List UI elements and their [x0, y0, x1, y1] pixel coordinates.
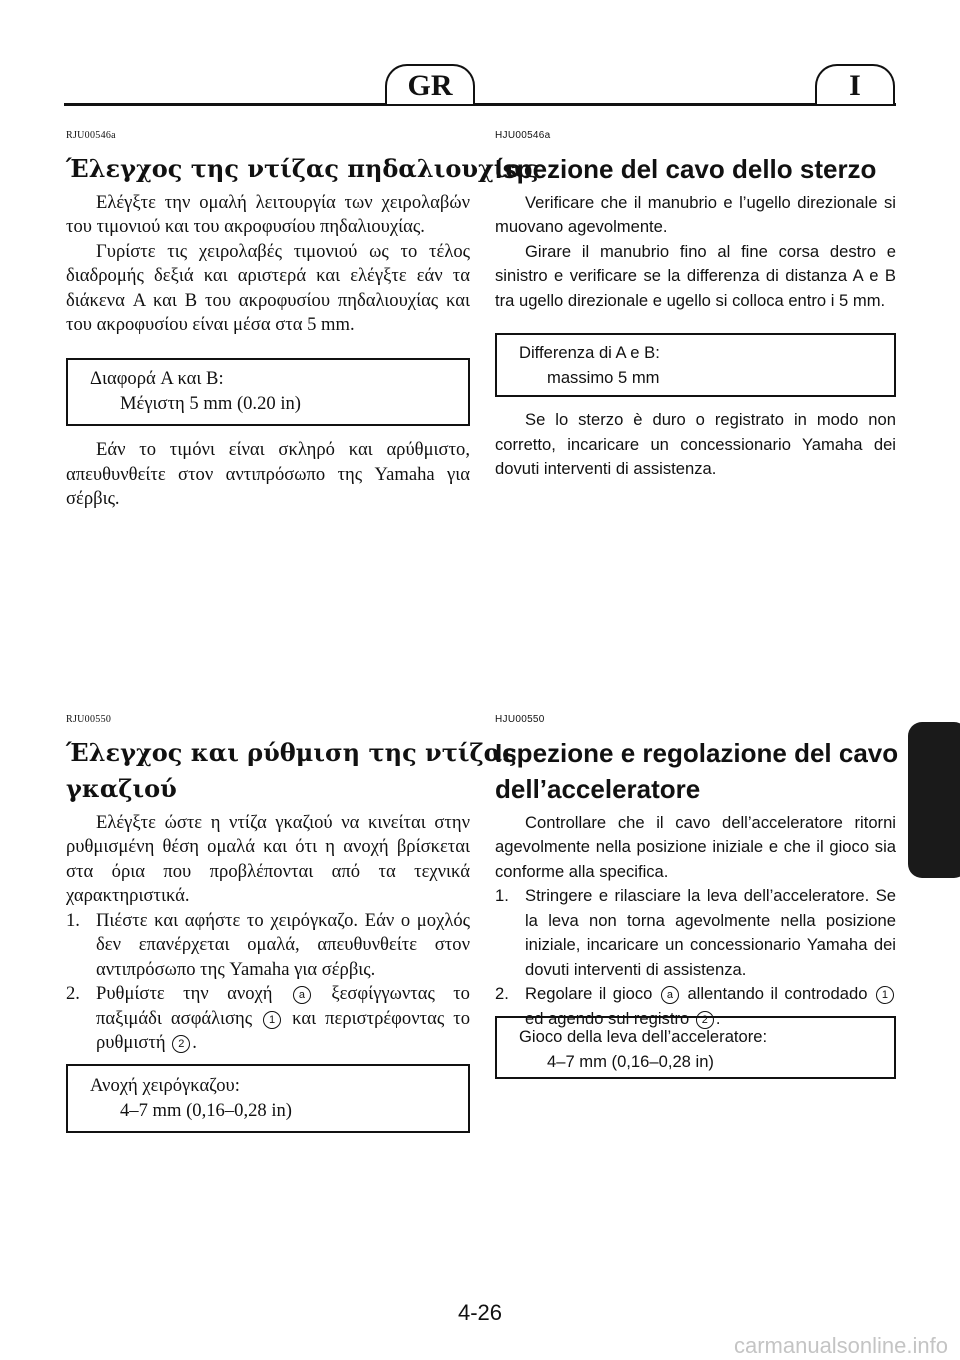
section-code: RJU00546a: [66, 130, 116, 141]
spec-box-steering-it: [495, 333, 896, 397]
paragraph: Controllare che il cavo dell’acceleratore ritorni agevolmente nella posizione iniziale e che il gioco sia conforme alla specifica.: [495, 812, 896, 881]
header-rule: [64, 103, 896, 106]
spec-value: Μέγιστη 5 mm (0.20 in): [120, 392, 301, 414]
section1-greek-note: [66, 438, 470, 512]
section2-greek: [66, 708, 517, 1056]
marker-a-icon: a: [661, 986, 679, 1004]
section-title-line2: γκαζιού: [66, 773, 177, 803]
paragraph: Se lo sterzo è duro o registrato in modo non corretto, incaricare un concessionario Yamaha dei dovuti interventi di assistenza.: [495, 410, 896, 478]
section-code: RJU00550: [66, 714, 112, 725]
list-text-end: .: [192, 1032, 197, 1053]
list-text: και περιστρέφοντας το ρυθμιστή: [96, 1007, 470, 1053]
section1-italian: [495, 124, 896, 313]
spec-label: Gioco della leva dell’acceleratore:: [519, 1027, 768, 1046]
list-text: Stringere e rilasciare la leva dell’acceleratore. Se la leva non torna agevolmente nella posizione iniziale, incaricare un concessionario Yamaha dei dovuti interventi di assistenza.: [525, 886, 896, 979]
list-item: [66, 909, 470, 983]
spec-label: Differenza di A e B:: [519, 343, 660, 362]
list-number: 2.: [66, 983, 80, 1004]
marker-1-icon: 1: [263, 1011, 281, 1029]
section1-italian-note: [495, 408, 896, 482]
list-item: [495, 884, 896, 982]
list-number: 1.: [66, 909, 80, 931]
list-item: [66, 982, 470, 1056]
spec-value: massimo 5 mm: [547, 367, 660, 387]
list-text: Regolare il gioco: [525, 984, 653, 1003]
spec-box-steering-gr: [66, 358, 470, 426]
watermark: carmanualsonline.info: [733, 1333, 948, 1358]
spec-value: 4–7 mm (0,16–0,28 in): [120, 1099, 292, 1121]
spec-label: Διαφορά A και B:: [90, 368, 224, 389]
paragraph: Γυρίστε τις χειρολαβές τιμονιού ως το τέλος διαδρομής δεξιά και αριστερά και ελέγξτε εάν τα διάκενα A και B του ακροφυσίου πηδαλιουχίας και του ακροφυσίου είναι μέσα στα 5 mm.: [66, 240, 470, 335]
list-number: 1.: [495, 886, 509, 905]
chapter-side-tab: [908, 722, 960, 878]
paragraph: Verificare che il manubrio e l’ugello direzionale si muovano agevolmente.: [495, 192, 896, 236]
section-title: Ispezione del cavo dello sterzo: [495, 153, 877, 184]
section-title: Έλεγχος της ντίζας πηδαλιουχίας: [66, 153, 539, 183]
paragraph: Girare il manubrio fino al fine corsa destro e sinistro e verificare se la differenza di distanza A e B tra ugello direzionale e ugello si colloca entro i 5 mm.: [495, 241, 896, 310]
section-title-line2: dell’acceleratore: [495, 773, 701, 804]
list-text: ξεσφίγγωντας το παξιμάδι ασφάλισης: [96, 983, 470, 1029]
section-title-line1: Ispezione e regolazione del cavo: [495, 737, 899, 768]
page-number: 4-26: [457, 1300, 503, 1325]
list-number: 2.: [495, 984, 509, 1003]
list-text: ed agendo sul registro: [525, 1008, 690, 1028]
language-tab-gr: GR: [385, 64, 475, 104]
list-text: allentando il controdado: [687, 984, 868, 1003]
spec-value: 4–7 mm (0,16–0,28 in): [547, 1051, 714, 1071]
paragraph: Ελέγξτε την ομαλή λειτουργία των χειρολαβών του τιμονιού και του ακροφυσίου πηδαλιουχίας.: [66, 191, 470, 237]
spec-box-throttle-it: [495, 1016, 896, 1079]
paragraph: Εάν το τιμόνι είναι σκληρό και αρύθμιστο, απευθυνθείτε στον αντιπρόσωπο της Yamaha για σέρβις.: [66, 439, 470, 509]
language-tab-i: I: [815, 64, 895, 104]
marker-a-icon: a: [293, 986, 311, 1004]
section-code: HJU00550: [495, 714, 545, 725]
list-text: Ρυθμίστε την ανοχή: [96, 983, 273, 1004]
section-title-line1: Έλεγχος και ρύθμιση της ντίζας: [66, 737, 517, 767]
paragraph: Ελέγξτε ώστε η ντίζα γκαζιού να κινείται στην ρυθμισμένη θέση ομαλά και ότι η ανοχή βρίσκεται στα όρια που προβλέπονται από τα τεχνικά χαρακτηριστικά.: [66, 811, 470, 906]
spec-box-throttle-gr: [66, 1064, 470, 1133]
marker-2-icon: 2: [696, 1011, 714, 1029]
list-text: Πιέστε και αφήστε το χειρόγκαζο. Εάν ο μοχλός δεν επανέρχεται ομαλά, απευθυνθείτε στον αντιπρόσωπο της Yamaha για σέρβις.: [96, 909, 470, 980]
section-code: HJU00546a: [495, 130, 551, 141]
section2-italian: [495, 708, 899, 1031]
list-text-end: .: [715, 1008, 721, 1028]
spec-label: Ανοχή χειρόγκαζου:: [90, 1075, 240, 1096]
marker-2-icon: 2: [172, 1035, 190, 1053]
marker-1-icon: 1: [876, 986, 894, 1004]
